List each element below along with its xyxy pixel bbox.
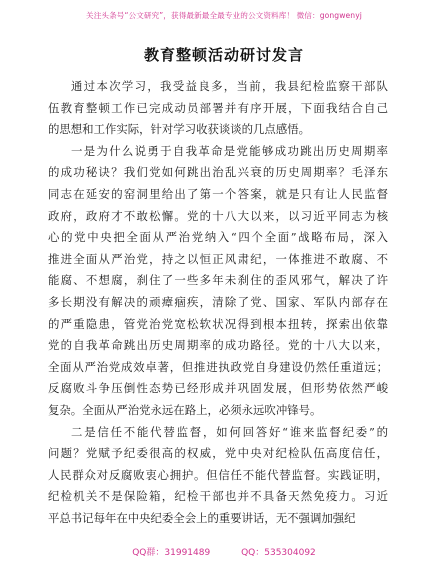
paragraph-line: 推进全面从严治党，持之以恒正风肃纪，一体推进不敢腐、不 [48, 251, 388, 266]
header-banner: 关注头条号“公文研究”，获得最新最全最专业的公文资料库！ 微信：gongwenyj [86, 11, 362, 20]
document-body [48, 76, 388, 529]
paragraph-line: 的成功秘诀？我们党如何跳出治乱兴衰的历史周期率？毛泽东 [48, 165, 388, 180]
paragraph-line: 复杂。全面从严治党永远在路上，必须永远吹冲锋号。 [48, 402, 322, 417]
footer-qq: QQ：535304092 [241, 548, 316, 558]
paragraph-line: 的严重隐患，管党治党宽松软状况得到根本扭转，探索出依靠 [48, 316, 388, 331]
footer-contact [0, 545, 448, 558]
paragraph-line: 平总书记每年在中央纪委全会上的重要讲话，无不强调加强纪 [48, 510, 356, 525]
paragraph-line: 伍教育整顿工作已完成动员部署并有序开展，下面我结合自己 [48, 100, 388, 115]
paragraph-line: 政府，政府才不敢松懈。党的十八大以来，以习近平同志为核 [48, 208, 388, 223]
paragraph-line: 多长期没有解决的顽瘴痼疾，清除了党、国家、军队内部存在 [48, 294, 388, 309]
paragraph-line: 反腐败斗争压倒性态势已经形成并巩固发展，但形势依然严峻 [48, 381, 388, 396]
paragraph-line: 党的自我革命跳出历史周期率的成功路径。党的十八大以来， [48, 338, 388, 353]
paragraph-line: 能腐、不想腐，刹住了一些多年未刹住的歪风邪气，解决了许 [48, 273, 388, 288]
paragraph-line: 同志在延安的窑洞里给出了第一个答案，就是只有让人民监督 [48, 186, 388, 201]
footer-qq-group: QQ群：31991489 [132, 548, 211, 558]
paragraph-line: 一是为什么说勇于自我革命是党能够成功跳出历史周期率 [71, 143, 388, 158]
paragraph-line: 全面从严治党成效卓著，但推进执政党自身建设仍然任重道远； [48, 359, 388, 374]
paragraph-line: 人民群众对反腐败衷心拥护。但信任不能代替监督。实践证明， [48, 467, 388, 482]
paragraph-line: 问题？党赋予纪委很高的权威，党中央对纪检队伍高度信任， [48, 446, 388, 461]
paragraph-line: 通过本次学习，我受益良多，当前，我县纪检监察干部队 [71, 79, 388, 93]
paragraph-line: 的思想和工作实际，针对学习收获谈谈的几点感悟。 [48, 122, 310, 137]
paragraph-line: 二是信任不能代替监督，如何回答好“谁来监督纪委”的 [71, 424, 388, 439]
paragraph-line: 心的党中央把全面从严治党纳入“四个全面”战略布局，深入 [48, 230, 388, 245]
paragraph-line: 纪检机关不是保险箱，纪检干部也并不具备天然免疫力。习近 [48, 489, 388, 504]
page-title: 教育整顿活动研讨发言 [143, 46, 304, 64]
